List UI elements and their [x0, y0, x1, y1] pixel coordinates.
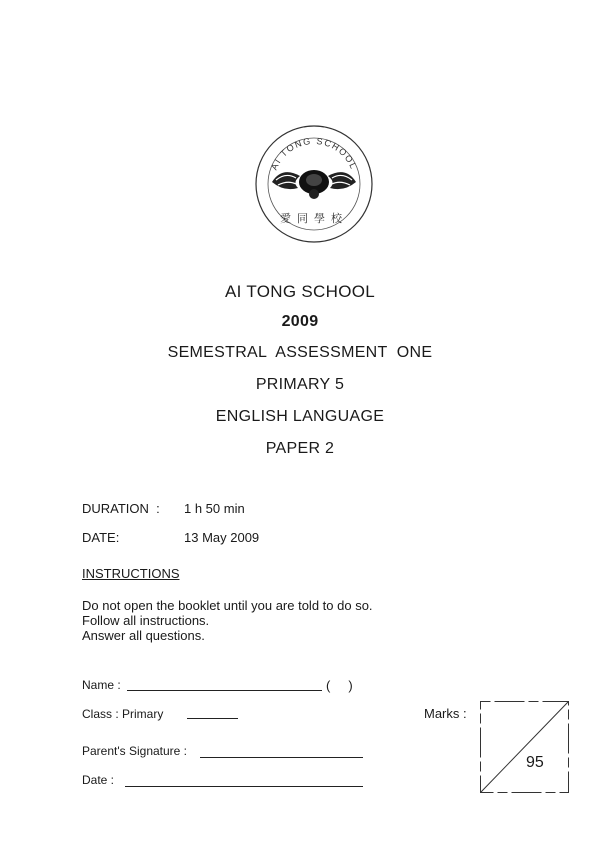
level-title: PRIMARY 5	[255, 376, 345, 393]
register-number-bracket: ( )	[326, 678, 353, 693]
name-field[interactable]	[127, 690, 322, 691]
duration-value: 1 h 50 min	[184, 501, 245, 516]
parent-signature-field[interactable]	[200, 757, 363, 758]
school-name: AI TONG SCHOOL	[225, 282, 375, 301]
logo-bottom-text: 愛同學校	[280, 212, 348, 225]
marks-label: Marks :	[424, 706, 467, 721]
subject-title: ENGLISH LANGUAGE	[215, 408, 385, 425]
instruction-line: Answer all questions.	[82, 628, 205, 643]
winged-emblem-icon	[272, 170, 356, 199]
instruction-line: Do not open the booklet until you are told to do so.	[82, 598, 373, 613]
exam-year: 2009	[281, 313, 319, 330]
class-field[interactable]	[187, 718, 238, 719]
instructions-list	[82, 598, 373, 643]
date-value: 13 May 2009	[184, 530, 260, 545]
name-label: Name :	[82, 678, 121, 692]
class-label: Class : Primary	[82, 707, 164, 721]
instructions-heading: INSTRUCTIONS	[82, 566, 180, 581]
paper-title: PAPER 2	[265, 440, 335, 457]
form-date-field[interactable]	[125, 786, 363, 787]
marks-box	[480, 701, 569, 793]
svg-text:AI TONG SCHOOL	[269, 136, 359, 172]
assessment-title: SEMESTRAL ASSESSMENT ONE	[167, 344, 433, 361]
marks-total: 95	[526, 754, 544, 771]
date-label: DATE:	[82, 530, 120, 545]
form-date-label: Date :	[82, 773, 115, 787]
duration-label: DURATION :	[82, 501, 160, 516]
logo-top-text: AI TONG SCHOOL	[268, 135, 360, 172]
parent-signature-label: Parent's Signature :	[82, 744, 188, 758]
instruction-line: Follow all instructions.	[82, 613, 210, 628]
school-crest-logo	[252, 122, 376, 246]
